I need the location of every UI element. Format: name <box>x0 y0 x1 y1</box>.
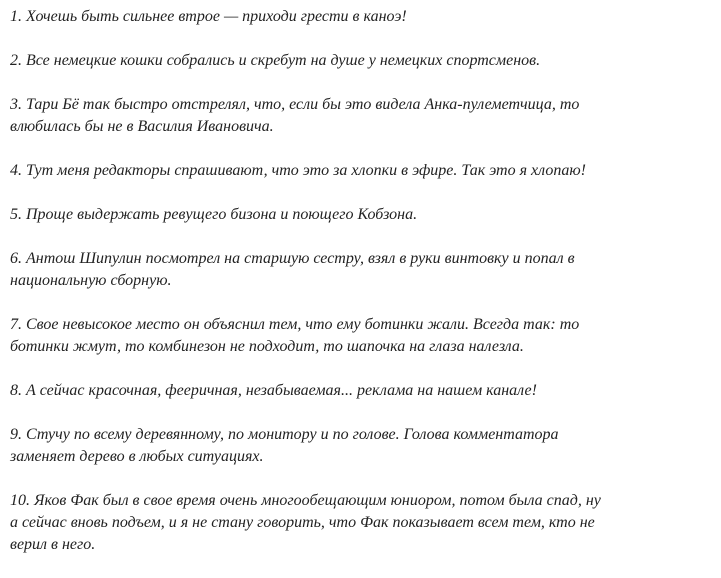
quote-item-3: 3. Тари Бё так быстро отстрелял, что, если бы это видела Анка-пулеметчица, то влюбилась бы не в Василия Ивановича. <box>10 96 580 135</box>
quote-item-9: 9. Стучу по всему деревянному, по монитору и по голове. Голова комментатора заменяет дерево в любых ситуациях. <box>10 426 559 465</box>
quote-item-4: 4. Тут меня редакторы спрашивают, что это за хлопки в эфире. Так это я хлопаю! <box>10 162 586 179</box>
quote-item-1: 1. Хочешь быть сильнее втрое — приходи грести в каноэ! <box>10 8 407 25</box>
quote-item-10: 10. Яков Фак был в свое время очень многообещающим юниором, потом была спад, ну а сейчас вновь подъем, и я не стану говорить, что Фак показывает всем тем, кто не верил в него. <box>10 492 601 553</box>
quote-item-5: 5. Проще выдержать ревущего бизона и поющего Кобзона. <box>10 206 418 223</box>
quote-item-7: 7. Свое невысокое место он объяснил тем, что ему ботинки жали. Всегда так: то ботинки жмут, то комбинезон не подходит, то шапочка на глаза налезла. <box>10 316 580 355</box>
quote-item-8: 8. А сейчас красочная, фееричная, незабываемая... реклама на нашем канале! <box>10 382 537 399</box>
quote-item-2: 2. Все немецкие кошки собрались и скребут на душе у немецких спортсменов. <box>10 52 541 69</box>
quote-list <box>10 6 610 578</box>
quote-item-6: 6. Антош Шипулин посмотрел на старшую сестру, взял в руки винтовку и попал в национальную сборную. <box>10 250 575 289</box>
